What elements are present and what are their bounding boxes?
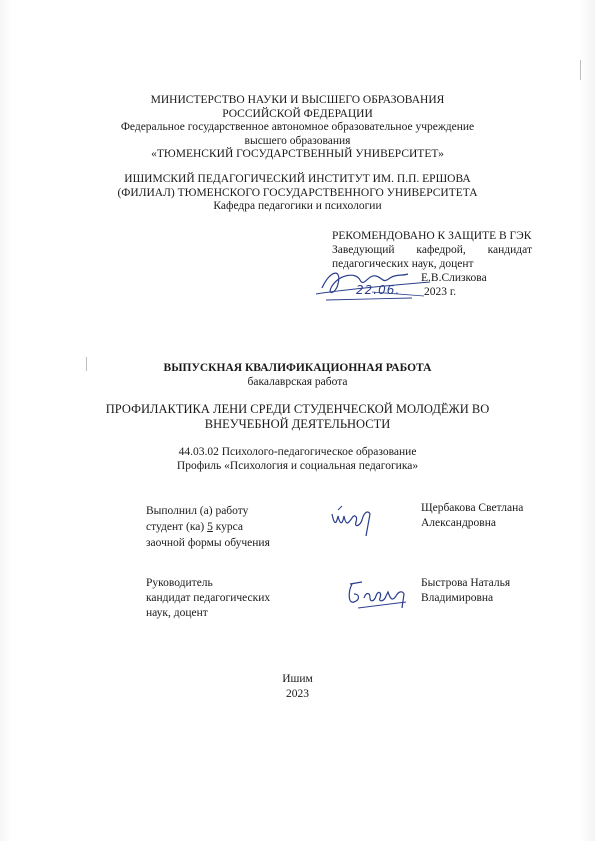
direction-block [0, 446, 595, 473]
head-signature [312, 262, 442, 306]
work-title-line-1: ПРОФИЛАКТИКА ЛЕНИ СРЕДИ СТУДЕНЧЕСКОЙ МОЛОДЁЖИ ВО [105, 402, 490, 416]
approval-date-year: 2023 г. [424, 286, 457, 298]
supervisor-label [146, 576, 270, 621]
header-block [0, 94, 595, 162]
author-name [421, 501, 523, 531]
author-label-line-1: Выполнил (а) работу [146, 505, 249, 517]
university-name: «ТЮМЕНСКИЙ ГОСУДАРСТВЕННЫЙ УНИВЕРСИТЕТ» [151, 148, 444, 160]
ministry-line-2: РОССИЙСКОЙ ФЕДЕРАЦИИ [222, 107, 373, 120]
supervisor-name-line-1: Быстрова Наталья [421, 577, 511, 589]
supervisor-name-line-2: Владимировна [421, 592, 494, 604]
institution-line-2: высшего образования [244, 134, 351, 147]
approval-line-1 [332, 243, 532, 257]
branch-block [0, 173, 595, 214]
head-of-department-name: Е.В.Слизкова [421, 272, 487, 284]
approval-line-2: педагогических наук, доцент [332, 258, 474, 270]
author-label-line-2: студент (ка) 5 курса [146, 521, 243, 533]
author-label-line-3: заочной формы обучения [146, 537, 270, 549]
approval-date-handwritten: 22.06. [356, 283, 401, 297]
course-number: 5 [207, 521, 213, 533]
branch-line-1: ИШИМСКИЙ ПЕДАГОГИЧЕСКИЙ ИНСТИТУТ ИМ. П.П. ЕРШОВА [124, 173, 471, 185]
footer-city: Ишим [282, 673, 313, 685]
author-label [146, 503, 270, 551]
approval-word: кафедрой, [416, 244, 466, 256]
branch-line-2: (ФИЛИАЛ) ТЮМЕНСКОГО ГОСУДАРСТВЕННОГО УНИВЕРСИТЕТА [117, 186, 478, 199]
work-title-block [0, 402, 595, 432]
work-type: ВЫПУСКНАЯ КВАЛИФИКАЦИОННАЯ РАБОТА [163, 362, 432, 374]
study-direction: 44.03.02 Психолого-педагогическое образование [178, 446, 417, 458]
author-name-line-2: Александровна [421, 517, 496, 529]
footer-year: 2023 [286, 688, 309, 700]
approval-word: кандидат [487, 244, 532, 256]
supervisor-signature [344, 578, 414, 612]
approval-word: Заведующий [332, 244, 395, 256]
author-signature [328, 502, 384, 538]
study-profile: Профиль «Психология и социальная педагогика» [176, 459, 419, 472]
department-name: Кафедра педагогики и психологии [213, 200, 382, 212]
author-name-line-1: Щербакова Светлана [421, 502, 524, 514]
scan-edge-mark [580, 60, 581, 80]
supervisor-label-line-1: Руководитель [146, 577, 213, 589]
institution-line-1: Федеральное государственное автономное образовательное учреждение [120, 121, 475, 133]
ministry-line-1: МИНИСТЕРСТВО НАУКИ И ВЫСШЕГО ОБРАЗОВАНИЯ [150, 94, 445, 106]
work-title-line-2: ВНЕУЧЕБНОЙ ДЕЯТЕЛЬНОСТИ [204, 417, 391, 431]
footer-block [0, 672, 595, 702]
approval-title: РЕКОМЕНДОВАНО К ЗАЩИТЕ В ГЭК [332, 230, 532, 242]
supervisor-name [421, 576, 510, 606]
supervisor-label-line-3: наук, доцент [146, 607, 208, 619]
work-subtype: бакалаврская работа [247, 375, 348, 388]
work-type-block [0, 362, 595, 389]
supervisor-label-line-2: кандидат педагогических [146, 592, 271, 604]
